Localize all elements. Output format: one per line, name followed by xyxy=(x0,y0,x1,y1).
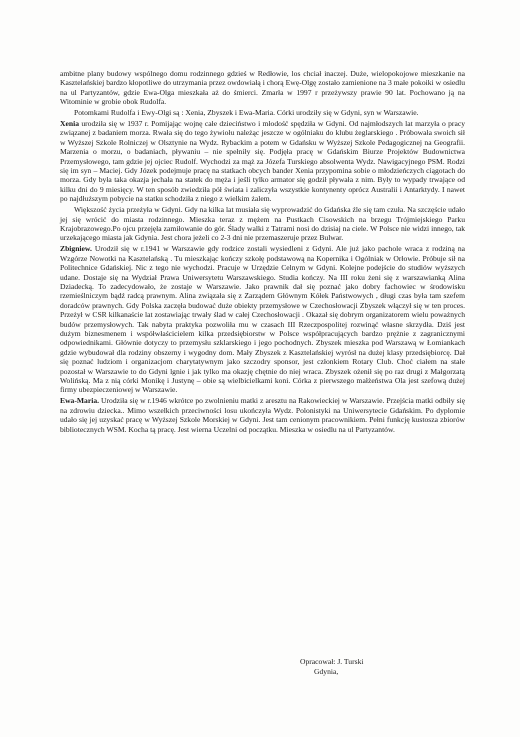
paragraph-text: urodziła się w 1937 r. Pomijając wojnę całe dzieciństwo i młodość spędziła w Gdyni. Od najmłodszych lat marzyła o pracy związanej z badaniem morza. Rwała się do tego żywiołu należąc jeszcze w ogólniaku do klubu żeglarskiego . Próbowała swoich sił w Wyższej Szkole Rolniczej w Olsztynie na Wydz. Rybackim a potem w Gdańsku w Wyższej Szkole Pedagogicznej na Geografii. Marzenia o morzu, o badaniach, pływaniu – nie spełniły się. Podjęła pracę w Gdańskim Biurze Projektów Budownictwa Przemysłowego, tam gdzie jej ojciec Rudolf. Wychodzi za mąż za Józefa Turskiego absolwenta Wydz. Nawigacyjnego PSM. Rodzi się im syn – Maciej. Gdy Józek podejmuje pracę na statkach obcych bander Xenia przypomina sobie o młodzieńczych ciągotach do morza. Gdy była taka okazja jechała na statek do męża i jeśli tylko armator się godził pływała z nim. Były to wypady trwające od kilku dni do 9 miesięcy. W ten sposób zwiedziła pół świata i zaliczyła wszystkie kontynenty oprócz Australii i Antarktydy. I nawet po najdłuższym pobycie na statku schodziła z niego z wielkim żalem. xyxy=(60,119,465,204)
person-name-xenia: Xenia xyxy=(60,119,79,129)
paragraph-descendants xyxy=(60,108,465,117)
signature-block xyxy=(300,657,460,677)
paragraph-text: Większość życia przeżyła w Gdyni. Gdy na kilka lat musiała się wyprowadzić do Gdańska źle się tam czuła. Na szczęście udało jej się wrócić do miasta rodzinnego. Mieszka teraz z mężem na Pustkach Cisowskich na brzegu Trójmiejskiego Parku Krajobrazowego.Po ojcu przejęła zamiłowanie do gór. Ślady walki z Tatrami nosi do dzisiaj na ciele. W Polsce nie widzi innego, tak urzekającego miasta jak Gdynia. Jest chora jeżeli co 2-3 dni nie przemaszeruje przez Bulwar. xyxy=(60,205,465,243)
paragraph-xenia xyxy=(60,119,465,204)
paragraph-intro xyxy=(60,69,465,107)
paragraph-zbigniew xyxy=(60,244,465,395)
paragraph-text: Potomkami Rudolfa i Ewy-Olgi są : Xenia, Zbyszek i Ewa-Maria. Córki urodziły się w Gdyni, syn w Warszawie. xyxy=(74,108,419,118)
prepared-by-line: Opracował: J. Turski xyxy=(300,657,364,666)
body-text xyxy=(60,69,465,435)
paragraph-text: Urodził się w r.1941 w Warszawie gdy rodzice zostali wysiedleni z Gdyni. Ale już jako pachole wraca z rodziną na Wzgórze Nowotki na Kasztelańską . Tu mieszkając kończy szkołę podstawową na Kopernika i Ogólniak w Orłowie. Próbuje sił na Politechnice Gdańskiej. Nic z tego nie wychodzi. Pracuje w Urzędzie Celnym w Gdyni. Kolejne podejście do studiów wyższych udane. Dostaje się na Wydział Prawa Uniwersytetu Warszawskiego. Studia kończy. Na III roku żeni się z warszawianką Alina Dziadecką. To zadecydowało, że zostaje w Warszawie. Jako prawnik dał się poznać jako dobry fachowiec w środowisku rzemieślniczym bądź radcą prawnym. Alina związała się z Zarządem Głównym Kółek Państwowych , długi czas była tam szefem doradców prawnych. Gdy Polska zaczęła budować duże obiekty przemysłowe w Czechosłowacji Zbyszek włączył się w ten proces. Przeżył w CSR kilkanaście lat zostawiając trwały ślad w całej Czechosłowacji . Okazał się dobrym organizatorem wielu poważnych budów przemysłowych. Tak nabyta praktyka pozwoliła mu w czasach III Rzeczpospolitej rozwinąć własne skrzydła. Dziś jest dużym biznesmenem i współwłaścicielem kilka przedsiębiorstw w Polsce współpracujących bardzo prężnie z zagranicznymi odpowiednikami. Głównie dotyczy to przemysłu szklarskiego i jego pochodnych. Zbyszek mieszka pod Warszawą w Łomiankach gdzie wybudował dla rodziny obszerny i wygodny dom. Mały Zbyszek z Kasztelańskiej wyrósł na dużej klasy przedsiębiorcę. Dał się poznać ludziom i organizacjom charytatywnym jako szczodry sponsor, jest członkiem Rotary Club. Choć ciałem na stałe pozostał w Warszawie to do Gdyni lgnie i jak tylko ma okazję chętnie do niej wraca. Zbyszek ożenił się po raz drugi z Małgorzatą Wolińską. Ma z nią córki Monikę i Justynę – obie są wielbicielkami koni. Córka z pierwszego małżeństwa Ola jest szefową dużej firmy ubezpieczeniowej w Warszawie. xyxy=(60,244,465,395)
signature-city: Gdynia, xyxy=(314,667,339,676)
paragraph-text: ambitne plany budowy wspólnego domu rodzinnego gdzieś w Redłowie, los chciał inaczej. Duże, wielopokojowe mieszkanie na Kasztelańskiej bardzo kłopotliwe do utrzymania przez owdowiałą i chorą Ewę-Olgę zostało zamienione na 3 małe pokoiki w osiedlu na ul Partyzantów, gdzie Ewa-Olga mieszkała aż do śmierci. Zmarła w 1997 r przeżywszy prawie 90 lat. Pochowano ją na Witominie w grobie obok Rudolfa. xyxy=(60,69,465,107)
paragraph-gdynia-life xyxy=(60,205,465,243)
paragraph-text: Urodziła się w r.1946 wkrótce po zwolnieniu matki z aresztu na Rakowieckiej w Warszawie. Przejścia matki odbiły się na zdrowiu dziecka.. Mimo wszelkich przeciwności losu ukończyła Wydz. Polonistyki na Uniwersytecie Gdańskim. Po dyplomie udało się jej uzyskać pracę w Wyższej Szkole Morskiej w Gdyni. Jest tam cenionym pracownikiem. Pełni funkcję kustosza zbiorów bibliotecznych WSM. Kocha tą pracę. Jest wierna Uczelni od początku. Mieszka w osiedlu na ul Partyzantów. xyxy=(60,396,465,434)
paragraph-ewa-maria xyxy=(60,396,465,434)
person-name-zbigniew: Zbigniew. xyxy=(60,244,92,254)
person-name-ewa-maria: Ewa-Maria. xyxy=(60,396,100,406)
